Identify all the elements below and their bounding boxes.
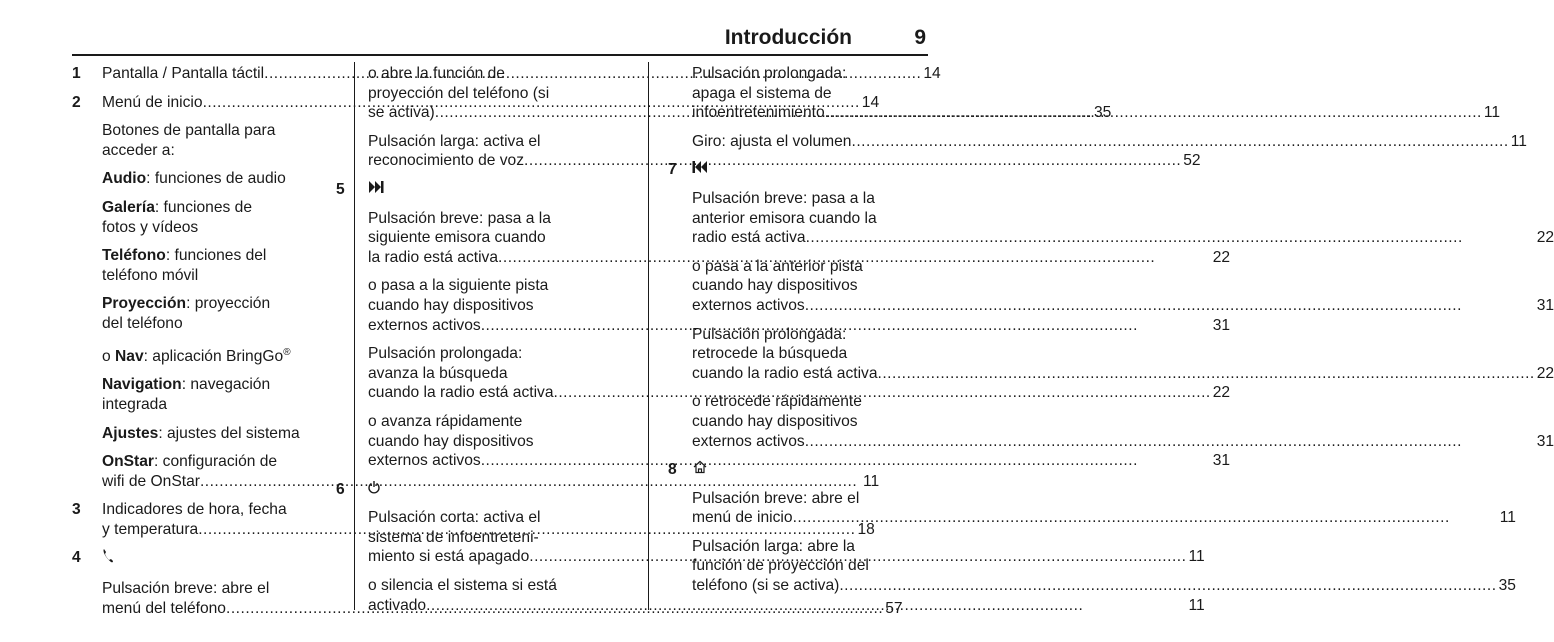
page-ref: 31 xyxy=(1536,432,1554,450)
paragraph: Pulsación breve: abre el menú de inicio ..... 11 xyxy=(692,489,1516,528)
paragraph: Proyección: proyección del teléfono xyxy=(102,295,271,332)
paragraph: OnStar: configuración de wifi de OnStar ..... 11 xyxy=(102,452,879,491)
toc-entry[interactable]: y temperatura ..... 18 xyxy=(102,520,875,540)
page-ref: 14 xyxy=(861,93,880,111)
toc-entry[interactable]: menú de inicio ..... 11 xyxy=(692,508,1516,528)
item-number: 3 xyxy=(72,501,81,519)
paragraph: Pulsación prolongada: retrocede la búsqueda cuando la radio está activa ..... 22 xyxy=(692,325,1554,384)
list-item: 3 Indicadores de hora, fecha y temperatura ..... 18 xyxy=(72,500,340,539)
toc-entry[interactable]: activado ..... 11 xyxy=(368,596,1205,616)
toc-entry[interactable]: se activa) ..... 35 xyxy=(368,103,632,123)
toc-entry[interactable]: teléfono (si se activa) ..... 35 xyxy=(692,576,1516,596)
paragraph: Pulsación corta: activa el sistema de infoentreteni- miento si está apagado ..... 11 xyxy=(368,508,1205,567)
paragraph: Pulsación breve: abre el menú del teléfono ..... 57 xyxy=(102,579,903,618)
toc-entry[interactable]: externos activos ..... 31 xyxy=(692,432,1554,452)
toc-entry[interactable]: Pantalla / Pantalla táctil ..... 14 xyxy=(102,64,941,84)
toc-entry[interactable]: infoentretenimiento ..... 11 xyxy=(692,103,928,123)
toc-entry[interactable]: miento si está apagado ..... 11 xyxy=(368,547,1205,567)
toc-entry[interactable]: reconocimiento de voz ..... 52 xyxy=(368,151,632,171)
page-ref: 35 xyxy=(1093,104,1112,122)
paragraph: o abre la función de proyección del teléfono (si se activa) ..... 35 xyxy=(368,64,632,123)
toc-entry[interactable]: cuando la radio está activa ..... 22 xyxy=(692,364,1554,384)
paragraph: Pulsación larga: activa el reconocimiento de voz ..... 52 xyxy=(368,132,632,171)
page-ref: 31 xyxy=(1212,316,1231,334)
item-number: 2 xyxy=(72,93,81,111)
toc-entry[interactable]: radio está activa ..... 22 xyxy=(692,228,1554,248)
toc-entry[interactable]: la radio está activa ..... 22 xyxy=(368,248,1230,268)
paragraph: Teléfono: funciones del teléfono móvil xyxy=(102,247,267,284)
paragraph: Ajustes: ajustes del sistema xyxy=(102,424,300,442)
page-ref: 57 xyxy=(885,599,903,617)
paragraph: o pasa a la anterior pista cuando hay dispositivos externos activos ..... 31 xyxy=(692,257,1554,316)
toc-entry[interactable]: menú del teléfono ..... 57 xyxy=(102,599,903,619)
toc-entry[interactable]: cuando la radio está activa ..... 22 xyxy=(368,383,1230,403)
page-ref: 31 xyxy=(1536,296,1554,314)
item-number: 5 xyxy=(336,180,345,198)
page-ref: 52 xyxy=(1183,152,1201,170)
paragraph: o pasa a la siguiente pista cuando hay dispositivos externos activos ..... 31 xyxy=(368,276,1230,335)
toc-entry[interactable]: externos activos ..... 31 xyxy=(368,316,1230,336)
page-ref: 18 xyxy=(857,520,875,538)
paragraph: Navigation: navegación integrada xyxy=(102,376,271,413)
paragraph: Pulsación breve: pasa a la anterior emisora cuando la radio está activa ..... 22 xyxy=(692,189,1554,248)
paragraph: Pulsación larga: abre la función de proyección del teléfono (si se activa) ..... 35 xyxy=(692,537,1516,596)
home-icon xyxy=(692,460,1516,480)
paragraph: Pulsación breve: pasa a la siguiente emisora cuando la radio está activa ..... 22 xyxy=(368,209,1230,268)
page-ref: 31 xyxy=(1212,452,1231,470)
paragraph: Audio: funciones de audio xyxy=(102,170,286,188)
previous-track-icon xyxy=(692,160,1554,180)
page-ref: 11 xyxy=(1499,509,1516,527)
page-ref: 11 xyxy=(1510,132,1527,150)
paragraph: Galería: funciones de fotos y vídeos xyxy=(102,198,252,236)
toc-entry[interactable]: externos activos ..... 31 xyxy=(692,296,1554,316)
paragraph: o silencia el sistema si está activado ..... 11 xyxy=(368,576,1205,615)
toc-entry[interactable]: Giro: ajusta el volumen ..... 11 xyxy=(692,132,928,152)
toc-entry[interactable]: Menú de inicio ..... 14 xyxy=(102,93,879,113)
page-ref: 22 xyxy=(1212,384,1231,402)
page-ref: 22 xyxy=(1536,229,1554,247)
page-header xyxy=(72,22,928,56)
paragraph: o avanza rápidamente cuando hay dispositivos externos activos ..... 31 xyxy=(368,412,1230,471)
page-ref: 22 xyxy=(1212,248,1231,266)
toc-entry[interactable]: wifi de OnStar ..... 11 xyxy=(102,472,879,492)
page-ref: 22 xyxy=(1536,364,1554,382)
paragraph: Pulsación prolongada: avanza la búsqueda cuando la radio está activa ..... 22 xyxy=(368,344,1230,403)
page-number: 9 xyxy=(914,26,926,49)
item-number: 1 xyxy=(72,65,81,82)
page-ref: 11 xyxy=(1483,104,1501,122)
paragraph: o Nav: aplicación BringGo® xyxy=(102,346,291,365)
item-number: 8 xyxy=(668,461,677,479)
page-ref: 11 xyxy=(1188,596,1205,614)
page-ref: 11 xyxy=(1188,548,1205,566)
list-item xyxy=(72,64,941,84)
item-number: 6 xyxy=(336,480,345,498)
paragraph: Pulsación prolongada: apaga el sistema de infoentretenimiento ..... 11 xyxy=(692,64,928,123)
item-number: 4 xyxy=(72,549,81,567)
page-ref: 35 xyxy=(1498,577,1516,595)
item-number: 7 xyxy=(668,161,677,179)
page-ref: 11 xyxy=(862,472,880,490)
page-ref: 14 xyxy=(923,65,941,82)
toc-entry[interactable]: externos activos ..... 31 xyxy=(368,451,1230,471)
page-title: Introducción xyxy=(724,26,852,49)
paragraph: o retrocede rápidamente cuando hay dispositivos externos activos ..... 31 xyxy=(692,392,1554,451)
header-rule xyxy=(72,54,928,56)
paragraph xyxy=(692,132,1527,152)
paragraph: Botones de pantalla para acceder a: xyxy=(102,122,276,159)
